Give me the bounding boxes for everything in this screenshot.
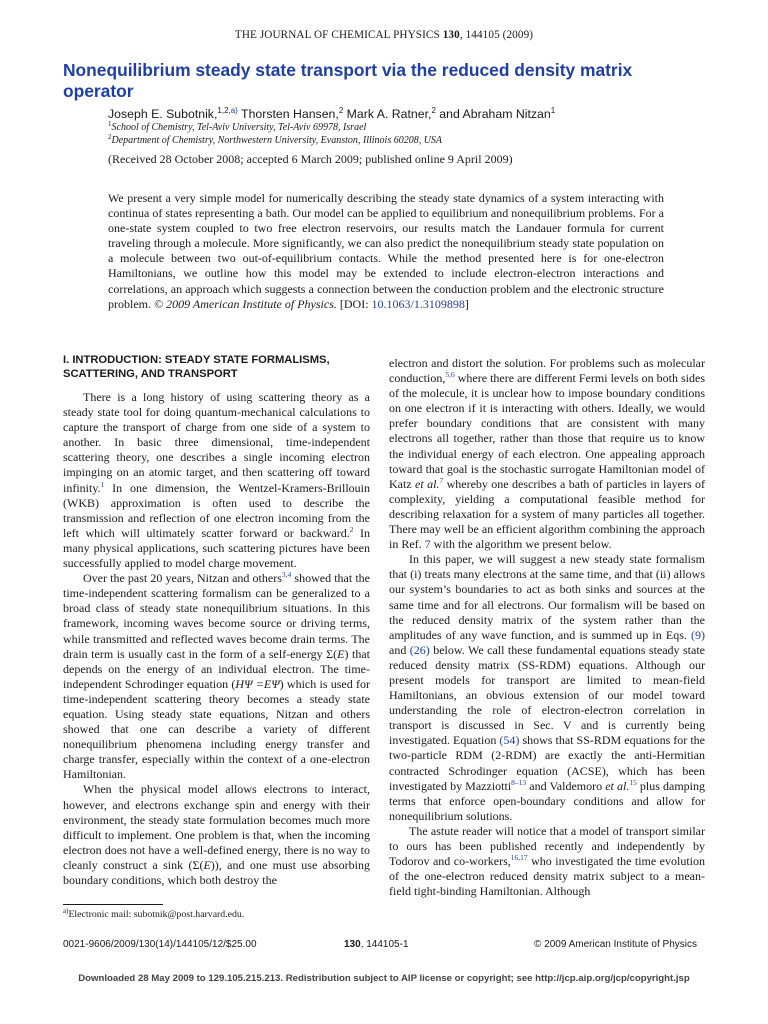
- equation-link[interactable]: (26): [409, 642, 430, 657]
- text-run: and Valdemoro: [526, 778, 606, 793]
- reference-link[interactable]: 8–13: [511, 777, 527, 787]
- text-run: with the algorithm we present below.: [430, 537, 612, 552]
- reference-link[interactable]: 16,17: [510, 853, 528, 863]
- text-run: Over the past 20 years, Nitzan and others: [83, 571, 282, 586]
- reference-link[interactable]: 7: [439, 475, 444, 485]
- reference-link[interactable]: 15: [629, 777, 637, 787]
- author-4-affil: 1: [550, 106, 556, 115]
- affiliation-2-text: Department of Chemistry, Northwestern University, Evanston, Illinois 60208, USA: [111, 135, 443, 146]
- footer-volume: 130: [344, 939, 361, 950]
- text-run: In this paper, we will suggest a new steady state formalism that (i) treats many electrons at the same time, and that (ii) allows our system’s boundaries to act as both sinks and sources at the same time and for all electrons. Our formalism will be based on the reduced density matrix of the system rather than the amplitudes of any wave function, and is summed up in Eqs.: [389, 552, 705, 642]
- equation-link[interactable]: (9): [691, 627, 705, 642]
- author-3: Mark A. Ratner,: [343, 107, 432, 121]
- text-run: In one dimension, the Wentzel-Kramers-Brillouin (WKB) approximation is often used to describe the transmission and reflection of one electron incoming from the left which will ultimately scatter forward or backward.: [63, 480, 370, 540]
- reference-link[interactable]: 7: [424, 537, 431, 552]
- text-run: The astute reader will notice that a model of transport similar to ours has been published recently and independently by Todorov and co-workers,: [389, 823, 705, 869]
- affiliation-1: [108, 121, 708, 134]
- doi-link[interactable]: 10.1063/1.3109898: [371, 296, 465, 311]
- author-3-affil: 2: [431, 106, 436, 115]
- text-run: electron and distort the solution. For problems such as molecular conduction,: [389, 356, 705, 386]
- abstract-copyright: © 2009 American Institute of Physics.: [154, 296, 337, 311]
- affiliation-2-marker: 2: [108, 133, 112, 141]
- left-paragraph-2: [63, 571, 370, 782]
- abstract: [108, 191, 664, 312]
- author-list: [108, 106, 718, 122]
- footer-copyright: © 2009 American Institute of Physics: [534, 939, 698, 950]
- right-paragraph-2: [389, 552, 705, 824]
- footer-page-number: [344, 939, 409, 950]
- abstract-text: We present a very simple model for numerically describing the steady state dynamics of a system interacting with continua of states representing a bath. Our model can be applied to equilibrium and nonequilibrium problems. For a one-state system coupled to two free electron reservoirs, our results match the Landauer formula for current traveling through a molecule. More significantly, we can also predict the nonequilibrium steady state population on a molecule between two out-of-equilibrium contacts. While the method presented here is for one-electron Hamiltonians, we outline how this model may be extended to include electron-electron interactions and correlations, an approach which suggests a connection between the conduction problem and the electronic structure problem.: [108, 191, 664, 311]
- math-symbol: E: [203, 857, 211, 872]
- download-notice: Downloaded 28 May 2009 to 129.105.215.213. Redistribution subject to AIP license or copyright; see http://jcp.aip.org/jcp/copyright.jsp: [78, 973, 690, 984]
- et-al: et al.: [605, 778, 630, 793]
- equation-link[interactable]: (54): [499, 733, 520, 748]
- running-head: [0, 29, 768, 41]
- text-run: In many physical applications, such scattering pictures have been successfully applied to model charge movement.: [63, 525, 371, 571]
- left-paragraph-3: [63, 782, 370, 888]
- text-run: who investigated the time evolution of the one-electron reduced density matrix subject to a mean-field tight-binding Hamiltonian. Although: [389, 854, 706, 899]
- text-run: below. We call these fundamental equations steady state reduced density matrix (SS-RDM) equations. Although our present models for transport are limited to mean-field Hamiltonians, an obvious extension of our model toward understanding the role of electron-electron correlation in transport is discussed in Sec. V and is currently being investigated. Equation: [389, 642, 705, 748]
- et-al: et al.: [415, 476, 440, 491]
- footnote-text: Electronic mail: subotnik@post.harvard.edu.: [68, 909, 245, 920]
- right-paragraph-1: [389, 356, 705, 552]
- text-run: ) which is used for time-independent scattering theory becomes a steady state equation. Using steady state equations, Nitzan and others showed that one can describe a variety of different nonequilibrium phenomena including energy transfer and charge transfer, especially within the context of a one-electron Hamiltonian.: [63, 676, 370, 782]
- footnote-marker: a): [63, 907, 69, 915]
- author-1-affil: 1,2,: [217, 106, 231, 115]
- reference-link[interactable]: 1: [100, 479, 105, 489]
- received-dates: (Received 28 October 2008; accepted 6 March 2009; published online 9 April 2009): [108, 152, 513, 166]
- journal-volume: 130: [442, 29, 460, 41]
- affiliation-1-text: School of Chemistry, Tel-Aviv University, Tel-Aviv 69978, Israel: [111, 122, 367, 133]
- right-paragraph-3: [389, 824, 705, 899]
- text-run: whereby one describes a bath of particles in layers of complexity, yielding a computational feasible method for describing relaxation for a system of many particles all together. There may well be an efficient algorithm combining the approach in Ref.: [389, 476, 705, 552]
- left-paragraph-1: [63, 390, 370, 571]
- reference-link[interactable]: 3,4: [281, 570, 292, 580]
- text-run: where there are different Fermi levels on both sides of the molecule, it is unclear how to impose boundary conditions on one electron if it is interacting with others. Ideally, we would prefer boundary conditions that are consistent with many electrons all together, rather than those that require us to know the individual energy of each electron. One appealing approach toward that goal is the stochastic surrogate Hamiltonian model of Katz: [389, 371, 705, 491]
- reference-link[interactable]: 2: [349, 524, 354, 534]
- text-run: and: [389, 642, 410, 657]
- article-number-year: , 144105 (2009): [459, 29, 534, 41]
- author-2: Thorsten Hansen,: [237, 107, 339, 121]
- reference-link[interactable]: 5,6: [445, 370, 455, 380]
- author-2-affil: 2: [338, 106, 344, 115]
- paper-title: Nonequilibrium steady state transport via the reduced density matrix operator: [63, 60, 633, 101]
- footer-issn: 0021-9606/2009/130(14)/144105/12/$25.00: [63, 939, 257, 950]
- footnote-rule: [63, 904, 163, 905]
- footer-page: , 144105-1: [360, 939, 409, 950]
- text-run: showed that the time-independent scattering formalism can be generalized to a broad class of steady state nonequilibrium situations. In this framework, incoming waves become source or driving terms, while transmitted and reflected waves become drain terms. The drain term is usually cast in the form of a self-energy Σ(: [63, 571, 370, 661]
- text-run: plus damping terms that enforce open-boundary conditions and allow for nonequilibrium solutions.: [389, 778, 706, 823]
- text-run: ) that depends on the energy of an individual electron. The time-independent Schrodinger equation (: [63, 646, 370, 691]
- doi-suffix: ]: [464, 296, 469, 311]
- text-run: )), and one must use absorbing boundary conditions, which both destroy the: [63, 857, 370, 887]
- text-run: shows that SS-RDM equations for the two-particle RDM (2-RDM) are exactly the anti-Hermitian contracted Schrodinger equation (ACSE), which has been investigated by Mazziotti: [389, 733, 706, 793]
- section-heading: I. INTRODUCTION: STEADY STATE FORMALISMS, SCATTERING, AND TRANSPORT: [63, 354, 330, 380]
- text-run: When the physical model allows electrons to interact, however, and electrons exchange spin and energy with their environment, the steady state formulation becomes much more difficult to implement. One problem is that, when the incoming electron does not have a well-defined energy, there is no way to cleanly construct a sink (Σ(: [63, 782, 370, 872]
- author-1-footnote-link[interactable]: a): [230, 106, 238, 115]
- text-run: There is a long history of using scattering theory as a steady state tool for doing quantum-mechanical calculations to capture the transport of charge from one side of a system to another. In basic three dimensional, time-independent scattering theory, one describes a single incoming electron impinging on an atomic target, and then scattering off toward infinity.: [63, 390, 370, 495]
- affiliation-1-marker: 1: [108, 120, 112, 128]
- doi-prefix: [DOI:: [336, 296, 372, 311]
- author-4: and Abraham Nitzan: [435, 107, 551, 121]
- right-column: [389, 356, 705, 899]
- left-column: [63, 390, 370, 888]
- affiliation-2: [108, 134, 708, 147]
- journal-name: THE JOURNAL OF CHEMICAL PHYSICS: [234, 29, 440, 41]
- footnote: [63, 909, 383, 920]
- author-1: Joseph E. Subotnik,: [108, 107, 218, 121]
- math-symbol: E: [337, 646, 345, 661]
- math-equation: HΨ =EΨ: [235, 676, 280, 691]
